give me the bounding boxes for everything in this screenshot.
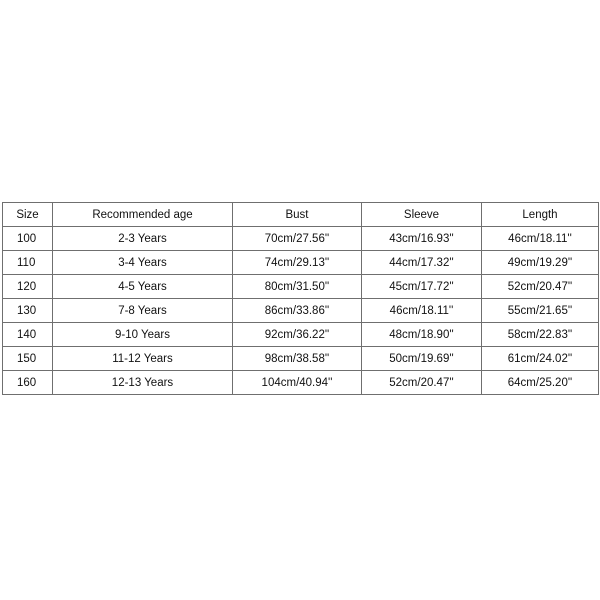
- cell-sleeve: 48cm/18.90'': [362, 323, 482, 347]
- cell-size: 150: [3, 347, 53, 371]
- table-row: [3, 299, 599, 323]
- header-size: Size: [3, 203, 53, 227]
- cell-bust: 80cm/31.50'': [233, 275, 362, 299]
- cell-size: 120: [3, 275, 53, 299]
- cell-recommended-age: 11-12 Years: [53, 347, 233, 371]
- cell-recommended-age: 12-13 Years: [53, 371, 233, 395]
- cell-bust: 70cm/27.56'': [233, 227, 362, 251]
- cell-length: 61cm/24.02'': [482, 347, 599, 371]
- cell-sleeve: 46cm/18.11'': [362, 299, 482, 323]
- table-header: [3, 203, 599, 227]
- size-chart-table: [2, 202, 599, 395]
- cell-bust: 98cm/38.58'': [233, 347, 362, 371]
- cell-bust: 74cm/29.13'': [233, 251, 362, 275]
- table-row: [3, 275, 599, 299]
- header-length: Length: [482, 203, 599, 227]
- header-recommended-age: Recommended age: [53, 203, 233, 227]
- cell-length: 58cm/22.83'': [482, 323, 599, 347]
- cell-bust: 92cm/36.22'': [233, 323, 362, 347]
- cell-sleeve: 44cm/17.32'': [362, 251, 482, 275]
- cell-bust: 86cm/33.86'': [233, 299, 362, 323]
- cell-sleeve: 50cm/19.69'': [362, 347, 482, 371]
- cell-size: 100: [3, 227, 53, 251]
- table-body: [3, 227, 599, 395]
- cell-length: 64cm/25.20'': [482, 371, 599, 395]
- cell-size: 160: [3, 371, 53, 395]
- table-row: [3, 251, 599, 275]
- cell-recommended-age: 4-5 Years: [53, 275, 233, 299]
- cell-sleeve: 52cm/20.47'': [362, 371, 482, 395]
- cell-recommended-age: 9-10 Years: [53, 323, 233, 347]
- cell-recommended-age: 7-8 Years: [53, 299, 233, 323]
- cell-size: 110: [3, 251, 53, 275]
- header-sleeve: Sleeve: [362, 203, 482, 227]
- table-row: [3, 371, 599, 395]
- cell-length: 52cm/20.47'': [482, 275, 599, 299]
- cell-recommended-age: 3-4 Years: [53, 251, 233, 275]
- table-row: [3, 227, 599, 251]
- cell-length: 46cm/18.11'': [482, 227, 599, 251]
- cell-recommended-age: 2-3 Years: [53, 227, 233, 251]
- header-row: [3, 203, 599, 227]
- cell-size: 140: [3, 323, 53, 347]
- table-row: [3, 347, 599, 371]
- table-row: [3, 323, 599, 347]
- cell-sleeve: 43cm/16.93'': [362, 227, 482, 251]
- header-bust: Bust: [233, 203, 362, 227]
- cell-length: 55cm/21.65'': [482, 299, 599, 323]
- cell-bust: 104cm/40.94'': [233, 371, 362, 395]
- cell-sleeve: 45cm/17.72'': [362, 275, 482, 299]
- cell-size: 130: [3, 299, 53, 323]
- cell-length: 49cm/19.29'': [482, 251, 599, 275]
